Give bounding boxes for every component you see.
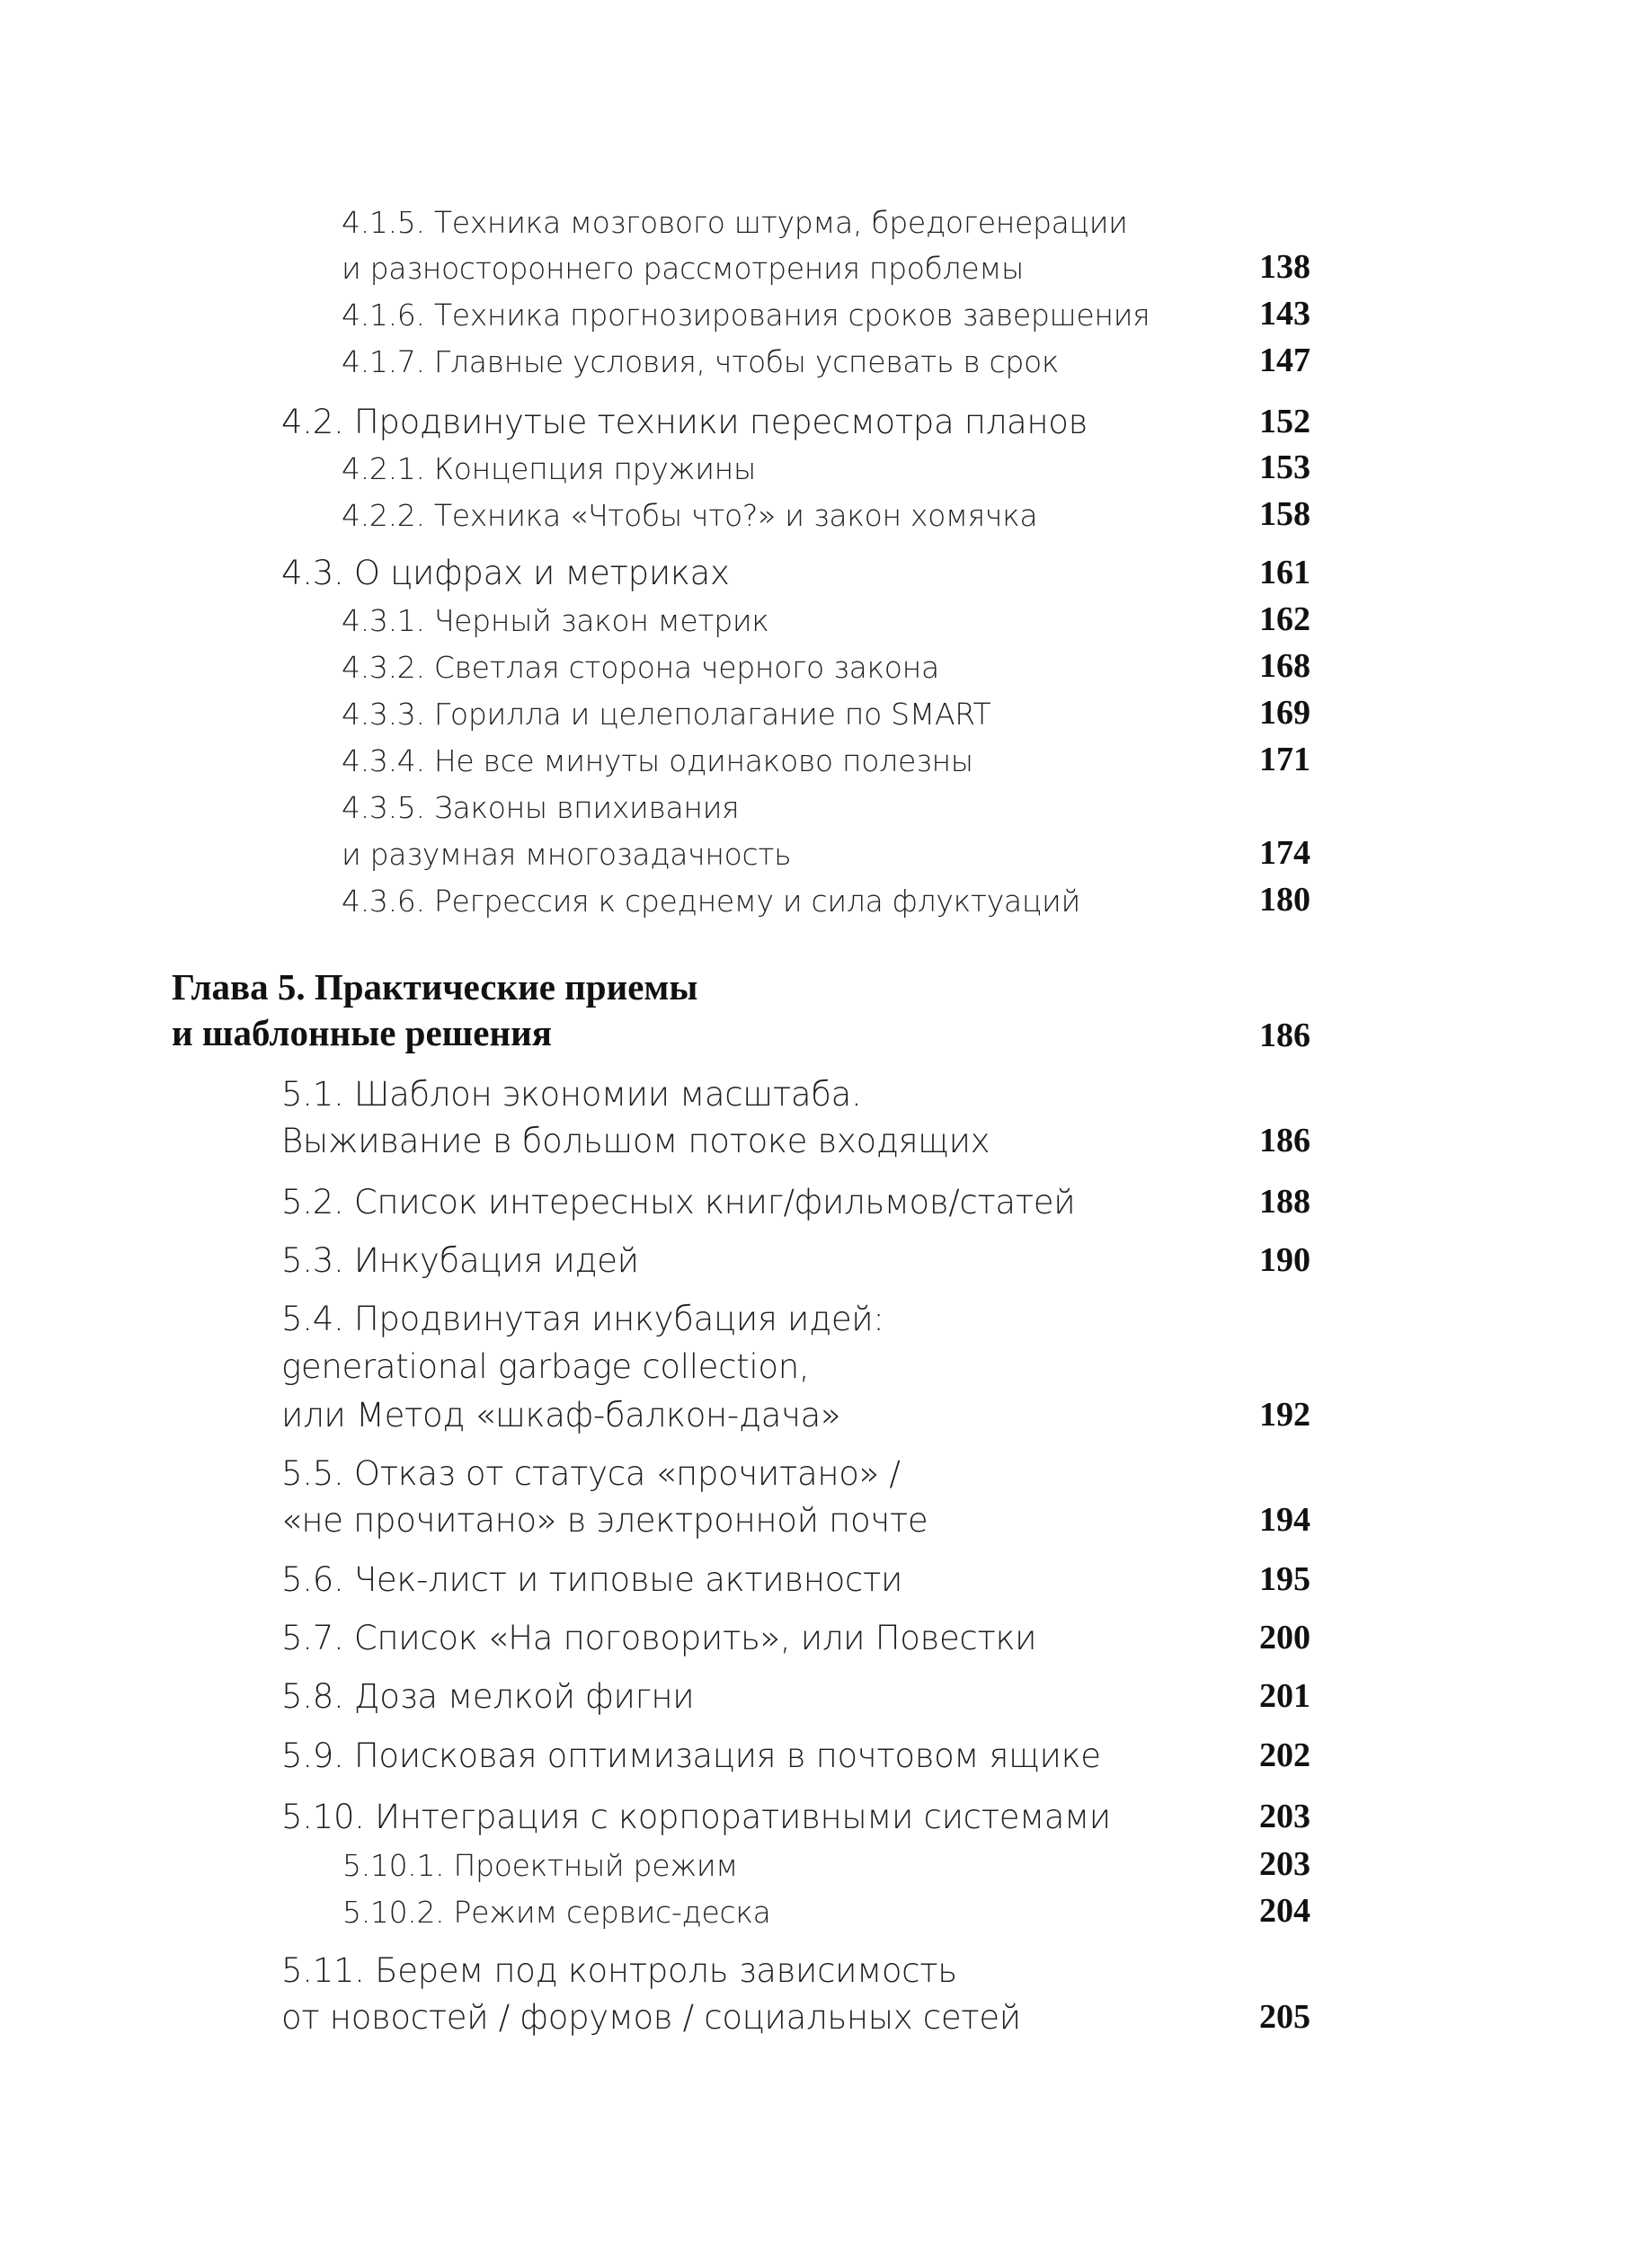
toc-page-number: 153 — [1259, 449, 1310, 486]
toc-entry-title-line: 4.3.5. Законы впихивания — [342, 790, 740, 825]
toc-page-number: 204 — [1259, 1892, 1310, 1930]
toc-page-number: 158 — [1259, 495, 1310, 533]
toc-entry-title-line: 4.2. Продвинутые техники пересмотра планов — [281, 403, 1088, 441]
toc-page-number: 174 — [1259, 834, 1310, 872]
toc-entry-title-line: и разумная многозадачность — [342, 837, 792, 872]
toc-page-number: 186 — [1259, 1017, 1310, 1054]
toc-entry-title-line: 5.2. Список интересных книг/фильмов/статей — [281, 1183, 1076, 1221]
chapter-title-line: и шаблонные решения — [172, 1012, 552, 1053]
toc-entry-title-line: 4.3.6. Регрессия к среднему и сила флуктуаций — [342, 884, 1080, 919]
toc-entry-title-line: 5.3. Инкубация идей — [281, 1241, 639, 1280]
toc-page-number: 138 — [1259, 248, 1310, 286]
toc-entry-title-line: 4.1.6. Техника прогнозирования сроков завершения — [342, 298, 1150, 333]
toc-page-number: 205 — [1259, 1998, 1310, 2036]
toc-entry-title-line: 5.5. Отказ от статуса «прочитано» / — [281, 1454, 901, 1493]
toc-page-number: 188 — [1259, 1183, 1310, 1221]
toc-entry-title-line: 4.1.5. Техника мозгового штурма, бредогенерации — [342, 205, 1128, 240]
toc-entry-title-line: 4.1.7. Главные условия, чтобы успевать в срок — [342, 344, 1060, 379]
toc-page-number: 161 — [1259, 554, 1310, 591]
toc-page-number: 186 — [1259, 1122, 1310, 1159]
toc-page-number: 147 — [1259, 342, 1310, 379]
toc-entry-title-line: «не прочитано» в электронной почте — [281, 1501, 928, 1540]
toc-page-number: 194 — [1259, 1501, 1310, 1539]
toc-entry-title-line: и разностороннего рассмотрения проблемы — [342, 251, 1024, 286]
toc-entry-title-line: 4.3.1. Черный закон метрик — [342, 603, 769, 638]
toc-page-number: 201 — [1259, 1677, 1310, 1715]
toc-entry-title-line: 4.3. О цифрах и метриках — [281, 554, 730, 592]
toc-page-number: 195 — [1259, 1560, 1310, 1598]
toc-entry-title-line: 5.10. Интеграция с корпоративными системами — [281, 1798, 1111, 1836]
toc-entry-title-line: 5.9. Поисковая оптимизация в почтовом ящике — [281, 1736, 1101, 1775]
toc-page-number: 190 — [1259, 1241, 1310, 1279]
toc-entry-title-line: 4.3.3. Горилла и целеполагание по SMART — [342, 697, 991, 732]
toc-entry-title-line: Выживание в большом потоке входящих — [281, 1122, 990, 1160]
toc-page-number: 180 — [1259, 881, 1310, 919]
toc-page-number: 192 — [1259, 1396, 1310, 1434]
toc-entry-title-line: 5.6. Чек-лист и типовые активности — [281, 1560, 903, 1599]
toc-entry-title-line: 5.1. Шаблон экономии масштаба. — [281, 1075, 862, 1114]
toc-entry-title-line: 5.11. Берем под контроль зависимость — [281, 1951, 957, 1990]
toc-entry-title-line: 4.2.1. Концепция пружины — [342, 451, 756, 486]
toc-entry-title-line: 4.3.4. Не все минуты одинаково полезны — [342, 743, 973, 778]
toc-entry-title-line: 5.10.2. Режим сервис-деска — [342, 1895, 771, 1930]
toc-page-number: 168 — [1259, 647, 1310, 685]
toc-entry-title-line: 4.2.2. Техника «Чтобы что?» и закон хомячка — [342, 498, 1038, 533]
toc-entry-title-line: или Метод «шкаф-балкон-дача» — [281, 1396, 841, 1434]
toc-page-number: 203 — [1259, 1798, 1310, 1835]
toc-entry-title-line: 5.4. Продвинутая инкубация идей: — [281, 1300, 884, 1338]
toc-page-number: 152 — [1259, 403, 1310, 440]
toc-entry-title-line: 5.7. Список «На поговорить», или Повестки — [281, 1619, 1037, 1657]
toc-entry-title-line: 5.10.1. Проектный режим — [342, 1848, 738, 1883]
toc-page-number: 200 — [1259, 1619, 1310, 1656]
toc-entry-title-line: 5.8. Доза мелкой фигни — [281, 1677, 695, 1716]
toc-page-number: 171 — [1259, 741, 1310, 778]
toc-page-number: 203 — [1259, 1845, 1310, 1883]
toc-page-number: 162 — [1259, 600, 1310, 638]
toc-entry-title-line: 4.3.2. Светлая сторона черного закона — [342, 650, 939, 685]
chapter-title-line: Глава 5. Практические приемы — [172, 966, 698, 1008]
toc-entry-title-line: от новостей / форумов / социальных сетей — [281, 1998, 1021, 2037]
toc-page-number: 169 — [1259, 694, 1310, 732]
toc-page-number: 202 — [1259, 1736, 1310, 1774]
toc-page-number: 143 — [1259, 295, 1310, 333]
toc-entry-title-line: generational garbage collection, — [281, 1347, 810, 1386]
